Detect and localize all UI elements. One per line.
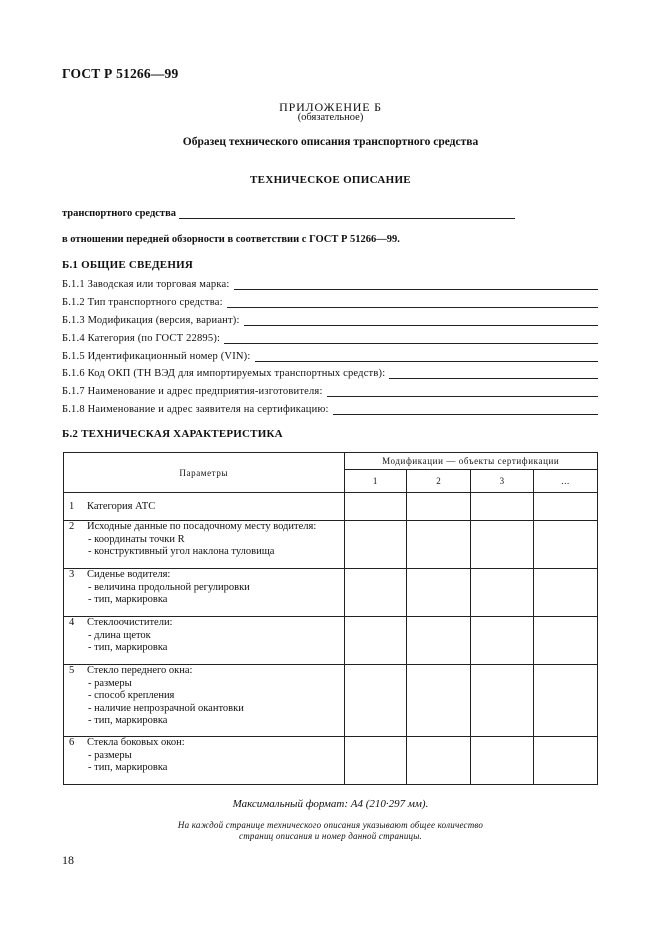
row-title: Сиденье водителя: <box>87 569 171 580</box>
row-title: Исходные данные по посадочному месту водителя: <box>87 521 317 532</box>
document-title: ТЕХНИЧЕСКОЕ ОПИСАНИЕ <box>250 174 411 186</box>
field-label: Б.1.7 Наименование и адрес предприятия-изготовителя: <box>62 386 323 397</box>
footer-note-line2: страниц описания и номер данной страницы. <box>239 831 422 841</box>
param-cell <box>64 569 345 617</box>
value-cell <box>344 493 407 521</box>
subject-label: транспортного средства <box>62 208 176 219</box>
field-blank <box>224 333 598 344</box>
value-cell <box>344 521 407 569</box>
field-b15 <box>62 351 598 362</box>
row-title: Стеклоочистители: <box>87 617 173 628</box>
row-title: Категория АТС <box>87 501 156 512</box>
row-number: 6 <box>69 737 75 748</box>
scope-line: в отношении передней обзорности в соответствии с ГОСТ Р 51266—99. <box>62 234 400 245</box>
value-cell <box>471 493 534 521</box>
row-number: 1 <box>69 501 75 512</box>
field-b14 <box>62 333 598 344</box>
field-blank <box>227 297 598 308</box>
mod-col-3: 3 <box>471 470 534 493</box>
field-blank <box>234 279 598 290</box>
value-cell <box>534 493 598 521</box>
field-label: Б.1.5 Идентификационный номер (VIN): <box>62 351 251 362</box>
value-cell <box>534 569 598 617</box>
field-b12 <box>62 297 598 308</box>
field-b11 <box>62 279 598 290</box>
footer-note <box>0 820 661 842</box>
table-row <box>64 493 598 521</box>
field-blank <box>244 315 598 326</box>
row-item: - конструктивный угол наклона туловища <box>88 546 275 557</box>
field-blank <box>333 404 598 415</box>
param-header: Параметры <box>64 453 345 493</box>
field-label: Б.1.2 Тип транспортного средства: <box>62 297 223 308</box>
document-code: ГОСТ Р 51266—99 <box>62 66 179 81</box>
field-label: Б.1.6 Код ОКП (ТН ВЭД для импортируемых транспортных средств): <box>62 368 386 379</box>
mod-col-more: ... <box>534 470 598 493</box>
row-item: - размеры <box>88 677 132 689</box>
value-cell <box>471 521 534 569</box>
value-cell <box>344 617 407 665</box>
row-item: - тип, маркировка <box>88 715 168 726</box>
row-item: - размеры <box>88 749 132 761</box>
value-cell <box>534 737 598 785</box>
field-blank <box>255 351 599 362</box>
param-cell <box>64 521 345 569</box>
value-cell <box>534 617 598 665</box>
param-cell <box>64 617 345 665</box>
appendix-status: (обязательное) <box>297 112 364 123</box>
row-title: Стекла боковых окон: <box>87 737 185 748</box>
row-item: - величина продольной регулировки <box>88 581 250 593</box>
value-cell <box>407 737 471 785</box>
table-header-row <box>64 453 598 470</box>
value-cell <box>471 665 534 737</box>
table-row <box>64 617 598 665</box>
value-cell <box>344 665 407 737</box>
table-row <box>64 737 598 785</box>
row-number: 3 <box>69 569 75 580</box>
field-b13 <box>62 315 598 326</box>
value-cell <box>407 617 471 665</box>
value-cell <box>407 493 471 521</box>
row-number: 5 <box>69 665 75 676</box>
row-number: 4 <box>69 617 75 628</box>
mod-header: Модификации — объекты сертификации <box>344 453 598 470</box>
field-b17 <box>62 386 598 397</box>
table-row <box>64 569 598 617</box>
value-cell <box>534 665 598 737</box>
row-item: - тип, маркировка <box>88 642 168 653</box>
field-label: Б.1.3 Модификация (версия, вариант): <box>62 315 240 326</box>
row-item: - наличие непрозрачной окантовки <box>88 702 244 714</box>
table-row <box>64 521 598 569</box>
sample-title: Образец технического описания транспортного средства <box>182 136 479 148</box>
row-item: - тип, маркировка <box>88 762 168 773</box>
field-blank <box>327 386 598 397</box>
subject-line <box>62 208 515 219</box>
appendix-title: ПРИЛОЖЕНИЕ Б <box>279 100 382 114</box>
value-cell <box>407 665 471 737</box>
row-title: Стекло переднего окна: <box>87 665 193 676</box>
value-cell <box>407 569 471 617</box>
row-item: - координаты точки R <box>88 533 185 545</box>
value-cell <box>471 569 534 617</box>
value-cell <box>344 737 407 785</box>
table-row <box>64 665 598 737</box>
page-number: 18 <box>62 853 74 867</box>
field-b18 <box>62 404 598 415</box>
param-cell <box>64 493 345 521</box>
value-cell <box>534 521 598 569</box>
subject-blank <box>179 208 515 219</box>
section1-title: Б.1 ОБЩИЕ СВЕДЕНИЯ <box>62 259 194 271</box>
field-label: Б.1.4 Категория (по ГОСТ 22895): <box>62 333 221 344</box>
row-item: - длина щеток <box>88 629 151 641</box>
footer-note-line1: На каждой странице технического описания указывают общее количество <box>177 820 484 830</box>
field-label: Б.1.8 Наименование и адрес заявителя на сертификацию: <box>62 404 329 415</box>
value-cell <box>407 521 471 569</box>
value-cell <box>344 569 407 617</box>
param-cell <box>64 737 345 785</box>
value-cell <box>471 617 534 665</box>
mod-col-2: 2 <box>407 470 471 493</box>
param-cell <box>64 665 345 737</box>
row-item: - тип, маркировка <box>88 594 168 605</box>
row-number: 2 <box>69 521 75 532</box>
format-note: Максимальный формат: А4 (210·297 мм). <box>232 798 429 810</box>
row-item: - способ крепления <box>88 690 175 701</box>
field-b16 <box>62 368 598 379</box>
field-blank <box>389 368 598 379</box>
spec-table <box>63 452 598 785</box>
field-label: Б.1.1 Заводская или торговая марка: <box>62 279 230 290</box>
section2-title: Б.2 ТЕХНИЧЕСКАЯ ХАРАКТЕРИСТИКА <box>62 428 283 440</box>
value-cell <box>471 737 534 785</box>
mod-col-1: 1 <box>344 470 407 493</box>
